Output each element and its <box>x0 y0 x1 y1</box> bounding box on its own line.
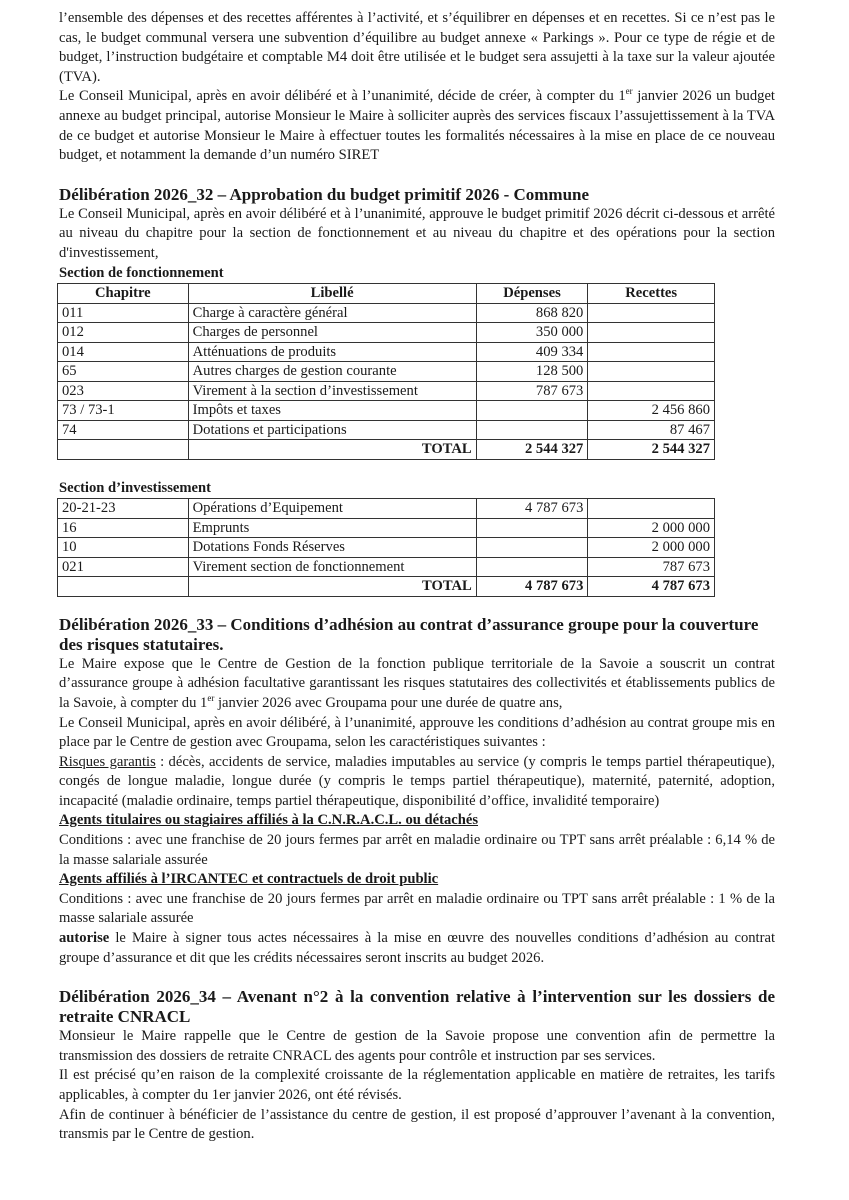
deliberation-33-paragraph-1: Le Maire expose que le Centre de Gestion de la fonction publique territoriale de la Savoie a souscrit un contrat d’assurance groupe à adhésion facultative garantissant les risques statutaires des collectivités et établissements publics de la Savoie, à compter du 1er janvier 2026 avec Groupama pour une durée de quatre ans, <box>59 655 775 711</box>
table-header-row <box>58 284 715 304</box>
header-recettes: Recettes <box>588 284 715 304</box>
investissement-table <box>57 498 715 597</box>
table-total-row: TOTAL 4 787 673 4 787 673 <box>58 577 715 597</box>
header-depenses: Dépenses <box>476 284 588 304</box>
autorise-paragraph: autorise le Maire à signer tous actes nécessaires à la mise en œuvre des nouvelles conditions d’adhésion au contrat groupe d’assurance et dit que les crédits nécessaires seront inscrits au budget 2026. <box>59 930 775 966</box>
deliberation-33-paragraph-2: Le Conseil Municipal, après en avoir délibéré, à l’unanimité, approuve les conditions d’adhésion au contrat groupe mis en place par le Centre de gestion avec Groupama, selon les caractéristiques suivantes : <box>59 714 775 751</box>
deliberation-2026-32 <box>59 185 775 597</box>
section-investissement-title: Section d’investissement <box>59 479 212 496</box>
deliberation-34-paragraph-2: Il est précisé qu’en raison de la complexité croissante de la réglementation applicable en matière de retraites, les tarifs applicables, à compter du 1er janvier 2026, ont été révisés. <box>59 1067 775 1103</box>
deliberation-34-paragraph-1: Monsieur le Maire rappelle que le Centre de gestion de la Savoie propose une convention afin de permettre la transmission des dossiers de retraite CNRACL des agents pour contrôle et instruction par ses services. <box>59 1028 775 1064</box>
cnracl-conditions: Conditions : avec une franchise de 20 jours fermes par arrêt en maladie ordinaire ou TPT sans arrêt préalable : 6,14 % de la masse salariale assurée <box>59 832 775 868</box>
fonctionnement-table <box>57 283 715 460</box>
table-row: 021 Virement section de fonctionnement 787 673 <box>58 557 715 577</box>
table-total-row: TOTAL 2 544 327 2 544 327 <box>58 440 715 460</box>
risques-garantis: Risques garantis : décès, accidents de service, maladies imputables au service (y compris le temps partiel thérapeutique), congés de longue maladie, longue durée (y compris le temps partiel thérapeutique), maternité, paternité, adoption, incapacité (maladie ordinaire, temps partiel thérapeutique, disponibilité d’office, invalidité temporaire) <box>59 753 775 809</box>
deliberation-32-body: Le Conseil Municipal, après en avoir délibéré et à l’unanimité, approuve le budget primitif 2026 décrit ci-dessous et arrêté au niveau du chapitre pour la section de fonctionnement et au niveau du chapitre et des opérations pour la section d'investissement, <box>59 205 775 261</box>
risques-garantis-label: Risques garantis <box>59 753 156 770</box>
ircantec-conditions: Conditions : avec une franchise de 20 jours fermes par arrêt en maladie ordinaire ou TPT sans arrêt préalable : 1 % de la masse salariale assurée <box>59 890 775 927</box>
deliberation-2026-34 <box>59 987 775 1145</box>
section-fonctionnement-title: Section de fonctionnement <box>59 264 224 281</box>
table-row: 10 Dotations Fonds Réserves 2 000 000 <box>58 538 715 558</box>
table-row: 74 Dotations et participations 87 467 <box>58 420 715 440</box>
intro-paragraph-2: Le Conseil Municipal, après en avoir délibéré et à l’unanimité, décide de créer, à compter du 1er janvier 2026 un budget annexe au budget principal, autorise Monsieur le Maire à solliciter auprès des services fiscaux l’assujettissement à la TVA de ce budget et autorise Monsieur le Maire à effectuer toutes les formalités nécessaires à la mise en place de ce nouveau budget, et notamment la demande d’un numéro SIRET <box>59 86 775 164</box>
table-row: 011 Charge à caractère général 868 820 <box>58 303 715 323</box>
deliberation-32-title: Délibération 2026_32 – Approbation du budget primitif 2026 - Commune <box>59 184 590 204</box>
deliberation-2026-33 <box>59 615 775 969</box>
deliberation-34-paragraph-3: Afin de continuer à bénéficier de l’assistance du centre de gestion, il est proposé d’approuver l’avenant à la convention, transmis par le Centre de gestion. <box>59 1106 775 1143</box>
table-row: 65 Autres charges de gestion courante 128 500 <box>58 362 715 382</box>
table-row: 16 Emprunts 2 000 000 <box>58 518 715 538</box>
deliberation-34-title: Délibération 2026_34 – Avenant n°2 à la convention relative à l’intervention sur les dossiers de retraite CNRACL <box>59 987 775 1027</box>
deliberation-33-title: Délibération 2026_33 – Conditions d’adhésion au contrat d’assurance groupe pour la couverture des risques statutaires. <box>59 614 759 654</box>
header-chapitre: Chapitre <box>58 284 189 304</box>
table-row: 73 / 73-1 Impôts et taxes 2 456 860 <box>58 401 715 421</box>
cnracl-title: Agents titulaires ou stagiaires affiliés à la C.N.R.A.C.L. ou détachés <box>59 812 479 829</box>
intro-paragraph-1: l’ensemble des dépenses et des recettes afférentes à l’activité, et s’équilibrer en dépenses et en recettes. Si ce n’est pas le cas, le budget communal versera une subvention d’équilibre au budget annexe « Parkings ». Pour ce type de régie et de budget, l’instruction budgétaire et comptable M4 doit être utilisée et le budget sera assujetti à la taxe sur la valeur ajoutée (TVA). <box>59 10 775 85</box>
table-row: 023 Virement à la section d’investissement 787 673 <box>58 381 715 401</box>
header-libelle: Libellé <box>188 284 476 304</box>
table-row: 012 Charges de personnel 350 000 <box>58 323 715 343</box>
ircantec-title: Agents affiliés à l’IRCANTEC et contractuels de droit public <box>59 871 439 888</box>
table-row: 20-21-23 Opérations d’Equipement 4 787 673 <box>58 499 715 519</box>
table-row: 014 Atténuations de produits 409 334 <box>58 342 715 362</box>
document-page <box>59 9 775 1145</box>
